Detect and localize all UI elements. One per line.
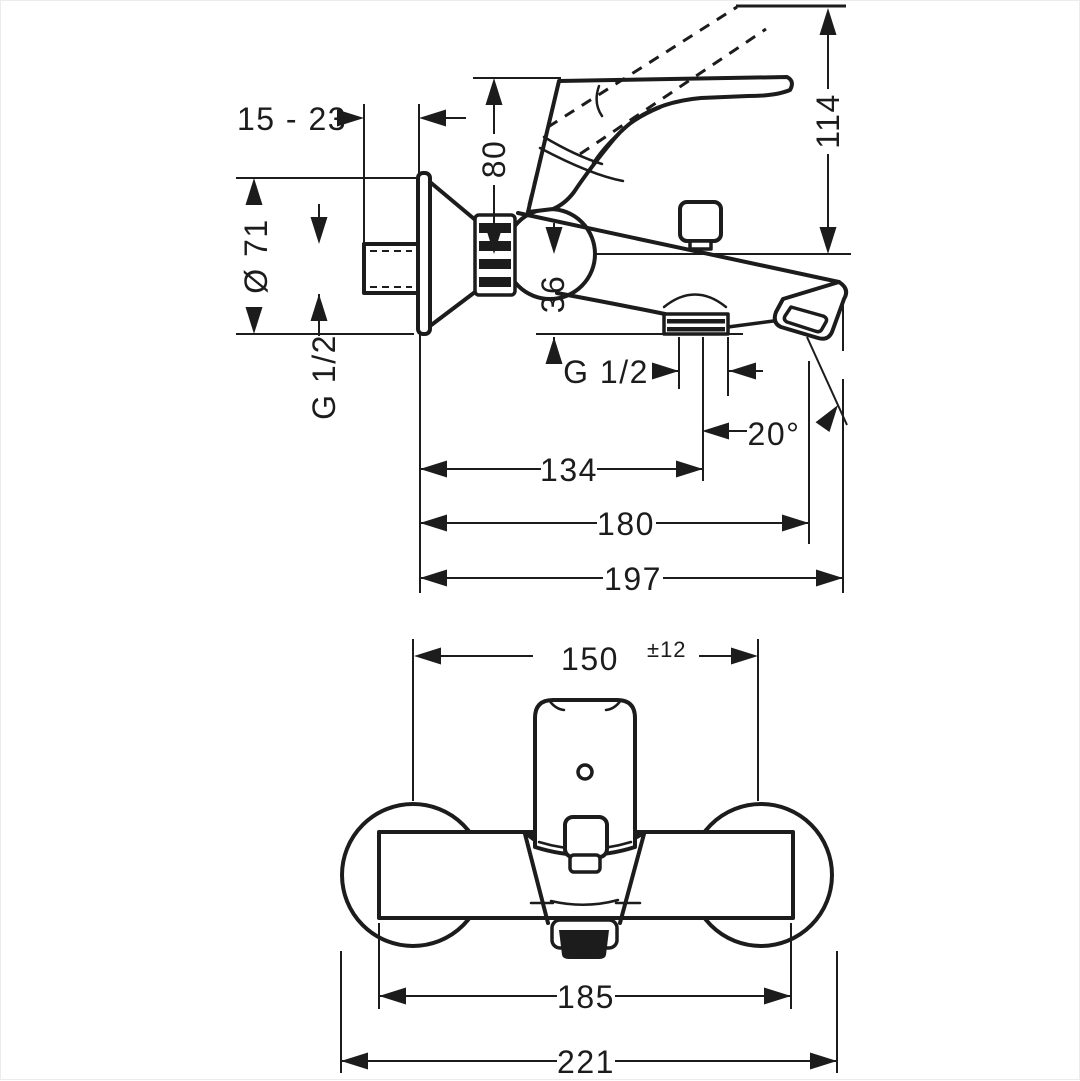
dim-label: 150: [561, 641, 619, 677]
dim-total-projection: [420, 561, 843, 597]
arrow-right-icon: [764, 988, 791, 1005]
arrow-left-icon: [420, 461, 447, 478]
dim-label: 36: [535, 274, 571, 314]
arrow-up-icon: [311, 294, 328, 321]
side-view: [236, 6, 851, 597]
dim-spout-angle: [702, 400, 845, 452]
dim-connection-centres: [414, 637, 758, 677]
arrow-down-icon: [820, 227, 837, 254]
dim-handle-height-open: [810, 8, 846, 254]
dim-tolerance-label: ±12: [647, 637, 687, 662]
technical-drawing-svg: [1, 1, 1080, 1081]
handle-lever: [528, 77, 792, 212]
dim-overall-width: [341, 1044, 837, 1080]
dim-label: 134: [540, 452, 598, 488]
diverter-stem-front: [570, 855, 600, 872]
dim-label: 80: [476, 139, 512, 179]
arrow-left-icon: [379, 988, 406, 1005]
dim-label: 20°: [747, 416, 801, 452]
arrow-right-icon: [652, 363, 679, 380]
dim-label: 221: [557, 1044, 615, 1080]
nut-knurl-band: [479, 277, 511, 287]
spout-underside: [557, 293, 665, 314]
arrow-down-icon: [246, 307, 263, 334]
diverter-stem: [690, 241, 711, 249]
dim-label: Ø 71: [238, 218, 274, 294]
dim-label: 197: [604, 561, 662, 597]
dim-body-width: [379, 979, 791, 1015]
dim-label: 15 - 23: [236, 101, 348, 137]
dim-label: 180: [597, 506, 655, 542]
arrow-up-icon: [246, 178, 263, 205]
arrow-up-icon: [486, 78, 503, 105]
arrow-left-icon: [414, 648, 441, 665]
aerator: [559, 930, 609, 959]
angle-reference-line: [807, 337, 847, 425]
dim-wall-to-shower-outlet: [420, 452, 703, 488]
dim-escutcheon-diameter: [238, 178, 274, 334]
dim-shower-outlet-thread: [563, 354, 763, 390]
arrow-down-icon: [311, 217, 328, 244]
dim-wall-connection-thread: [306, 204, 342, 420]
arrow-up-icon: [546, 337, 563, 364]
dim-label: G 1/2: [563, 354, 649, 390]
dim-label: 114: [810, 93, 846, 149]
arrow-left-icon: [419, 110, 446, 127]
arrow-right-icon: [816, 570, 843, 587]
dim-wall-to-spout-outlet: [420, 506, 809, 542]
arrow-right-icon: [810, 1053, 837, 1070]
escutcheon-cone: [430, 182, 479, 326]
arrow-left-icon: [702, 423, 729, 440]
arrow-right-icon: [731, 648, 758, 665]
shower-outlet-thread-band: [667, 327, 725, 332]
dim-label: G 1/2: [306, 334, 342, 420]
arrow-left-icon: [420, 515, 447, 532]
nut-knurl-band: [479, 259, 511, 269]
arrow-right-icon: [676, 461, 703, 478]
arrow-right-icon: [782, 515, 809, 532]
diverter-knob: [680, 202, 721, 241]
dim-s-union-projection: [237, 101, 466, 137]
diverter-knob-front: [565, 817, 607, 857]
front-view: [341, 637, 837, 1080]
arrow-left-icon: [420, 570, 447, 587]
spout-bump-arc: [664, 295, 726, 308]
shower-outlet-thread-band: [667, 319, 725, 324]
arrow-left-icon: [729, 363, 756, 380]
handle-dot: [578, 765, 592, 779]
arrow-up-icon: [820, 8, 837, 35]
arrow-angle-icon: [816, 400, 845, 432]
side-view-faucet: [364, 7, 846, 339]
arrow-left-icon: [341, 1053, 368, 1070]
dim-label: 185: [557, 979, 615, 1015]
